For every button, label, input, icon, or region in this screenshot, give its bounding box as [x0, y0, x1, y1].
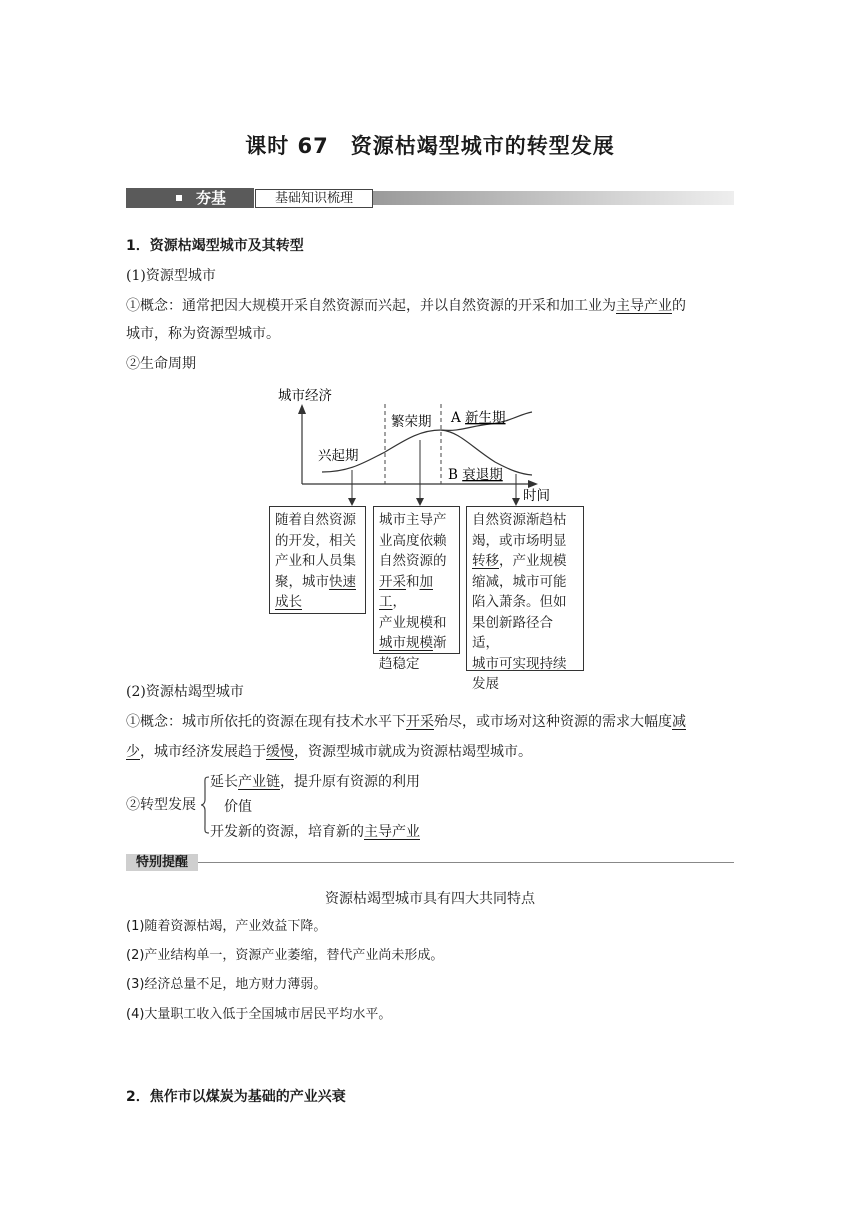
concept2-text: 殆尽，或市场对这种资源的需求大幅度: [434, 714, 672, 730]
box2-text: 和: [406, 573, 420, 590]
branch-b-text: 衰退期: [462, 467, 503, 483]
box1-line: [275, 592, 360, 613]
box2-line: 趋稳定: [379, 655, 420, 672]
box2-text: 渐: [433, 635, 447, 651]
box3-line: 果创新路径合适，: [472, 614, 553, 651]
box1-line: 产业和人员集: [275, 553, 356, 569]
box1-line: 的开发，相关: [275, 532, 356, 549]
sub-heading-depleted-city: (2)资源枯竭型城市: [126, 684, 244, 700]
concept1-text: ①概念：通常把因大规模开采自然资源而兴起，并以自然资源的开采和加工业为: [126, 298, 616, 314]
box3-line: 竭，或市场明显: [472, 532, 567, 549]
box1-underline: 成长: [275, 594, 302, 610]
box1-text: 聚，城市: [275, 573, 329, 590]
box3-line: [472, 551, 578, 572]
concept2-underline: 少: [126, 744, 140, 760]
box2-line: 自然资源的: [379, 553, 447, 569]
stage-boom-label: 繁荣期: [391, 414, 432, 430]
tip-tag: 特别提醒: [126, 854, 198, 871]
tip-item: (4)大量职工收入低于全国城市居民平均水平。: [126, 1007, 392, 1022]
connector-rise-arrow-icon: [348, 498, 356, 506]
concept1-line1: [126, 296, 686, 316]
concept2-underline: 缓慢: [266, 744, 294, 760]
tip-item: (2)产业结构单一，资源产业萎缩，替代产业尚未形成。: [126, 948, 444, 963]
box2-underline: 城市规模: [379, 635, 433, 651]
concept2-underline: 开采: [406, 714, 434, 730]
concept1-line2: 城市，称为资源型城市。: [126, 326, 280, 342]
page-title: 课时 67 资源枯竭型城市的转型发展: [245, 134, 615, 158]
y-axis-arrow-icon: [298, 404, 306, 414]
box2-underline: 加工: [379, 573, 433, 610]
section-banner: [126, 188, 734, 208]
box2-line: [379, 633, 454, 654]
transform-text: 延长: [210, 774, 238, 790]
concept2-text: ，资源型城市就成为资源枯竭型城市。: [294, 744, 532, 760]
box2-line: [379, 572, 454, 613]
x-axis-label: 时间: [523, 488, 550, 504]
lifecycle-label: ②生命周期: [126, 356, 196, 372]
tip-item: (3)经济总量不足，地方财力薄弱。: [126, 977, 327, 992]
tip-divider: [198, 862, 734, 863]
box1-line: [275, 572, 360, 593]
transform-text: 开发新的资源，培育新的: [210, 824, 364, 840]
stage-box-boom: [373, 506, 460, 672]
banner-fade-bar: [373, 191, 734, 205]
banner-tag: 夯基: [196, 189, 227, 207]
concept2-text: ①概念：城市所依托的资源在现有技术水平下: [126, 714, 406, 730]
tip-title: 资源枯竭型城市具有四大共同特点: [325, 891, 535, 907]
box2-text: ，: [392, 594, 406, 610]
concept2-line2: [126, 742, 532, 762]
box3-line: 城市可实现持续: [472, 655, 567, 672]
box3-line: 陷入萧条。但如: [472, 594, 567, 610]
section2-heading: 2．焦作市以煤炭为基础的产业兴衰: [126, 1089, 346, 1105]
box3-line: 缩减，城市可能: [472, 573, 567, 590]
stage-box-branch: [466, 506, 584, 692]
branch-a-text: 新生期: [465, 410, 506, 426]
transform-item-2: [210, 822, 420, 842]
diagram-connectors: [270, 440, 530, 510]
box2-line: 城市主导产: [379, 512, 447, 528]
box3-text: ，产业规模: [499, 553, 567, 569]
y-axis-label: 城市经济: [278, 388, 332, 404]
branch-a-letter: A: [451, 410, 466, 426]
transform-item-1-cont: 价值: [224, 799, 252, 815]
transform-underline: 主导产业: [364, 824, 420, 840]
transform-item-1: [210, 772, 420, 792]
connector-boom-arrow-icon: [416, 498, 424, 506]
concept1-underline: 主导产业: [616, 298, 672, 314]
concept2-text: ，城市经济发展趋于: [140, 744, 266, 760]
tip-item: (1)随着资源枯竭，产业效益下降。: [126, 919, 327, 934]
connector-branch-arrow-icon: [512, 498, 520, 506]
box3-line: 发展: [472, 676, 499, 692]
brace-icon: [200, 776, 210, 834]
box2-line: 产业规模和: [379, 614, 447, 631]
branch-b-letter: B: [448, 467, 463, 483]
concept2-line1: [126, 712, 686, 732]
box1-underline: 快速: [329, 573, 356, 590]
transform-label: ②转型发展: [126, 797, 196, 813]
branch-a-label: [450, 409, 506, 426]
banner-label: 基础知识梳理: [255, 189, 373, 208]
section1-heading: 1．资源枯竭型城市及其转型: [126, 238, 304, 254]
stage-rise-label: 兴起期: [318, 448, 359, 464]
banner-tag-bg: [126, 188, 254, 208]
sub-heading-resource-city: (1)资源型城市: [126, 268, 216, 284]
box3-line: 自然资源渐趋枯: [472, 512, 567, 528]
box3-underline: 转移: [472, 553, 499, 569]
transform-underline: 产业链: [238, 774, 280, 790]
transform-text: ，提升原有资源的利用: [280, 774, 420, 790]
stage-box-rise: [269, 506, 366, 614]
concept1-end: 的: [672, 298, 686, 314]
banner-bullet-icon: [176, 195, 182, 201]
box2-underline: 开采: [379, 573, 406, 590]
box2-line: 业高度依赖: [379, 532, 447, 549]
concept2-underline: 减: [672, 714, 686, 730]
box1-line: 随着自然资源: [275, 512, 356, 528]
